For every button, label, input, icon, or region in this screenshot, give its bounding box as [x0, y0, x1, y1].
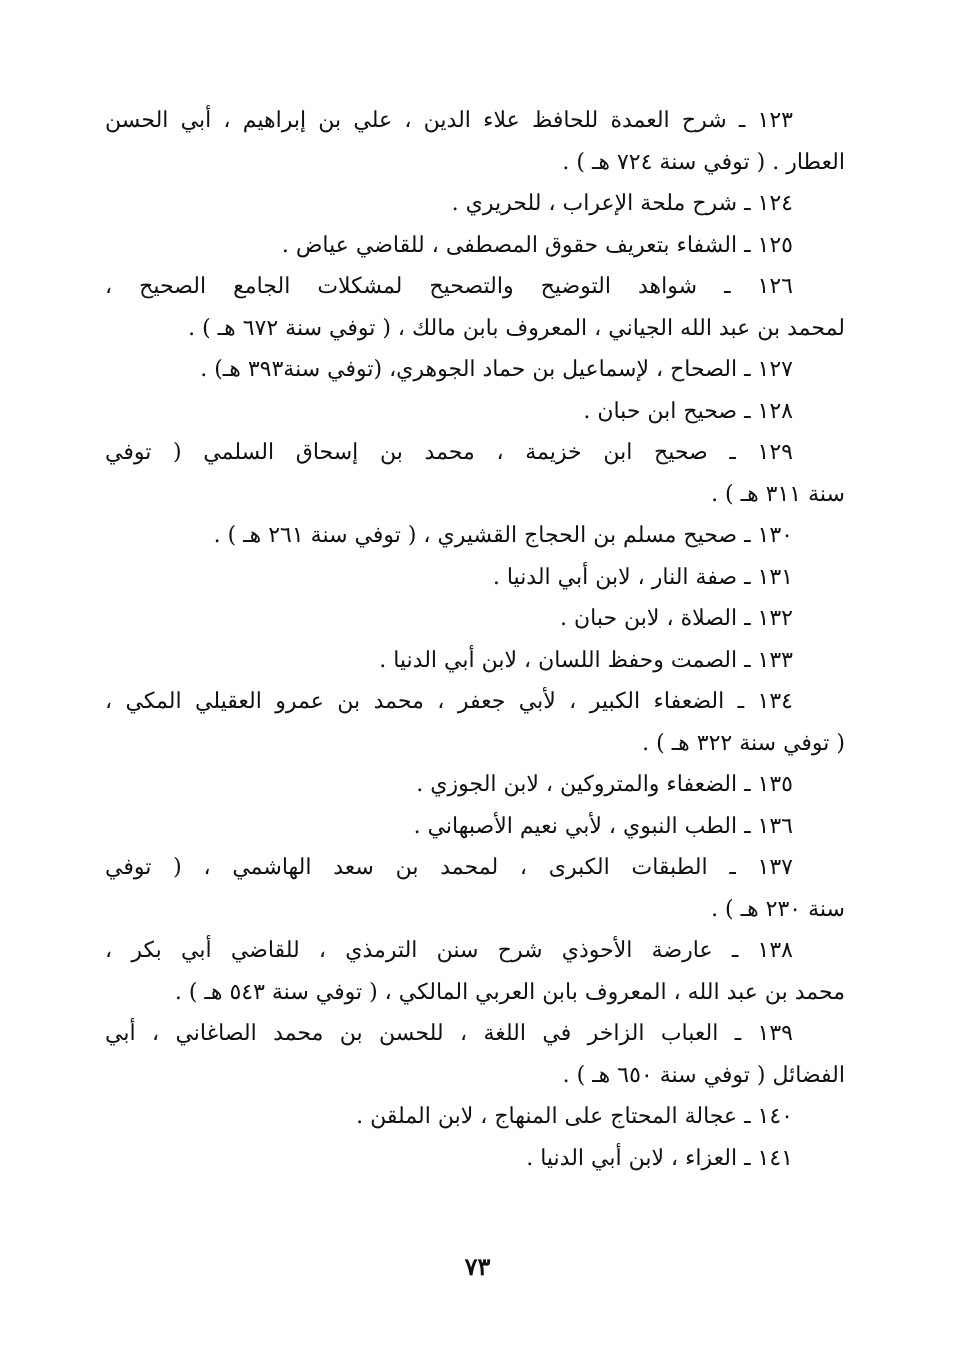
bibliography-entry: ١٣٠ ـ صحيح مسلم بن الحجاج القشيري ، ( توفي سنة ٢٦١ هـ ) .: [213, 523, 793, 548]
bibliography-entry: ١٤١ ـ العزاء ، لابن أبي الدنيا .: [526, 1145, 793, 1171]
bibliography-entry: ١٢٥ ـ الشفاء بتعريف حقوق المصطفى ، للقاضي عياض .: [281, 232, 793, 258]
bibliography-entry: ١٢٨ ـ صحيح ابن حبان .: [583, 398, 793, 424]
bibliography-entry: ١٣٢ ـ الصلاة ، لابن حبان .: [559, 606, 793, 631]
bibliography-entry: ١٣٤ ـ الضعفاء الكبير ، لأبي جعفر ، محمد بن عمرو العقيلي المكي ،: [105, 689, 793, 714]
bibliography-entry-continuation: سنة ٢٣٠ هـ ) .: [711, 896, 845, 922]
bibliography-entry-continuation: محمد بن عبد الله ، المعروف بابن العربي المالكي ، ( توفي سنة ٥٤٣ هـ ) .: [174, 979, 845, 1005]
bibliography-entry-continuation: لمحمد بن عبد الله الجياني ، المعروف بابن مالك ، ( توفي سنة ٦٧٢ هـ ) .: [188, 315, 845, 341]
bibliography-entry: ١٣٧ ـ الطبقات الكبرى ، لمحمد بن سعد الهاشمي ، ( توفي: [105, 855, 793, 880]
bibliography-entry: ١٣٩ ـ العباب الزاخر في اللغة ، للحسن بن محمد الصاغاني ، أبي: [105, 1021, 793, 1046]
bibliography-entry: ١٤٠ ـ عجالة المحتاج على المنهاج ، لابن الملقن .: [356, 1104, 793, 1129]
bibliography-entry-continuation: الفضائل ( توفي سنة ٦٥٠ هـ ) .: [562, 1062, 845, 1088]
bibliography-entry: ١٢٤ ـ شرح ملحة الإعراب ، للحريري .: [451, 191, 793, 216]
bibliography-entry: ١٢٣ ـ شرح العمدة للحافظ علاء الدين ، علي بن إبراهيم ، أبي الحسن: [105, 108, 793, 133]
bibliography-entry-continuation: سنة ٣١١ هـ ) .: [711, 481, 845, 507]
bibliography-entry: ١٣٨ ـ عارضة الأحوذي شرح سنن الترمذي ، للقاضي أبي بكر ،: [105, 938, 793, 963]
bibliography-entry: ١٣١ ـ صفة النار ، لابن أبي الدنيا .: [492, 564, 793, 590]
bibliography-list: [105, 100, 845, 1179]
page-number: ٧٣: [464, 1252, 491, 1281]
bibliography-entry: ١٣٥ ـ الضعفاء والمتروكين ، لابن الجوزي .: [416, 772, 793, 797]
bibliography-entry: ١٢٦ ـ شواهد التوضيح والتصحيح لمشكلات الجامع الصحيح ،: [105, 274, 793, 299]
bibliography-entry: ١٣٣ ـ الصمت وحفظ اللسان ، لابن أبي الدنيا .: [379, 647, 793, 673]
bibliography-entry: ١٣٦ ـ الطب النبوي ، لأبي نعيم الأصبهاني .: [413, 813, 793, 839]
bibliography-entry-continuation: العطار . ( توفي سنة ٧٢٤ هـ ) .: [562, 149, 845, 175]
bibliography-entry-continuation: ( توفي سنة ٣٢٢ هـ ) .: [642, 730, 845, 756]
bibliography-entry: ١٢٧ ـ الصحاح ، لإسماعيل بن حماد الجوهري، (توفي سنة٣٩٣ هـ) .: [200, 357, 793, 382]
bibliography-entry: ١٢٩ ـ صحيح ابن خزيمة ، محمد بن إسحاق السلمي ( توفي: [105, 440, 793, 465]
